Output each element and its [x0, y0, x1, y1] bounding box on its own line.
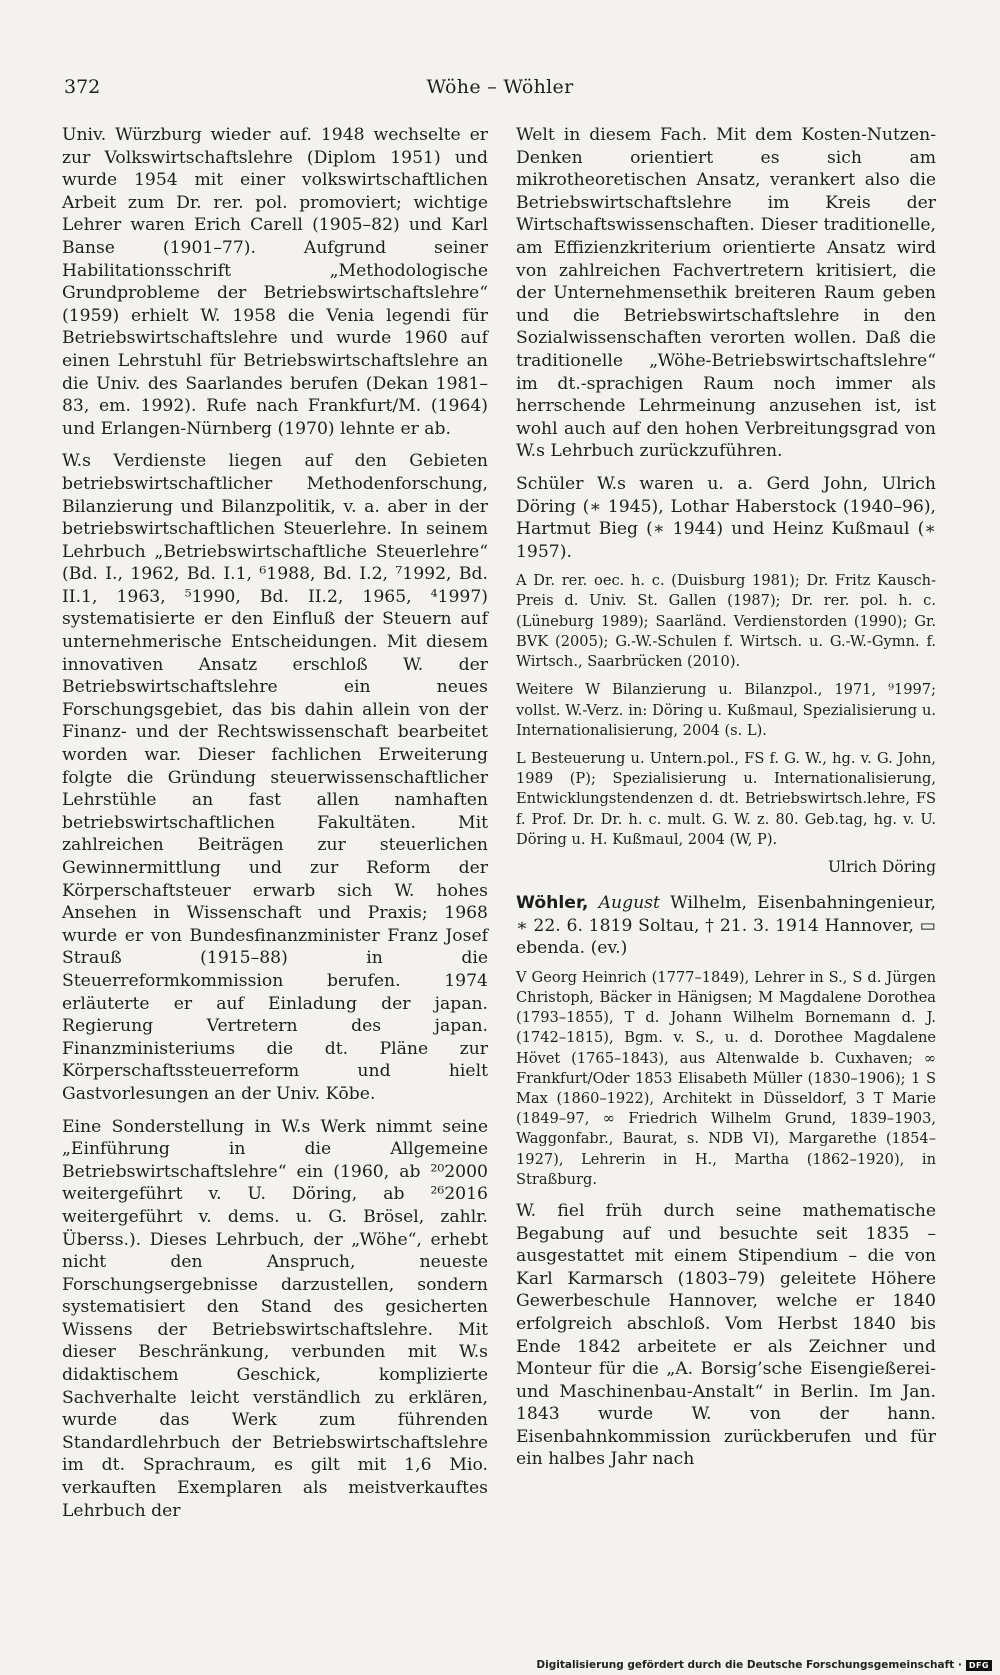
dfg-logo: DFG — [966, 1660, 992, 1671]
page-header — [0, 76, 1000, 104]
right-column — [516, 124, 936, 1471]
running-head: Wöhe – Wöhler — [426, 76, 574, 98]
footer-text: Digitalisierung gefördert durch die Deutsche Forschungsgemeinschaft · — [536, 1659, 962, 1671]
entry-details: Wilhelm, Eisenbahningenieur, ∗ 22. 6. 1819 Soltau, † 21. 3. 1914 Hannover, ▭ ebenda. (ev.) — [516, 892, 936, 959]
paragraph: W. fiel früh durch seine mathematische Begabung auf und besuchte seit 1835 – ausgestattet mit einem Stipendium – die von Karl Karmarsch (1803–79) geleitete Höhere Gewerbeschule Hannover, welche er 1840 erfolgreich abschloß. Vom Herbst 1840 bis Ende 1842 arbeitete er als Zeichner und Monteur für die „A. Borsig’sche Eisengießerei- und Maschinenbau-Anstalt“ in Berlin. Im Jan. 1843 wurde W. von der hann. Eisenbahnkommission zurückberufen und für ein halbes Jahr nach — [516, 1200, 936, 1470]
paragraph: Schüler W.s waren u. a. Gerd John, Ulrich Döring (∗ 1945), Lothar Haberstock (1940–96), Hartmut Bieg (∗ 1944) und Heinz Kußmaul (∗ 1957). — [516, 473, 936, 562]
literature-section: L Besteuerung u. Untern.pol., FS f. G. W., hg. v. G. John, 1989 (P); Spezialisierung u. Internationalisierung, Entwicklungstendenzen d. dt. Betriebswirtsch.lehre, FS f. Prof. Dr. Dr. h. c. mult. G. W. z. 80. Geb.tag, hg. v. U. Döring u. H. Kußmaul, 2004 (W, P). — [516, 749, 936, 848]
paragraph: W.s Verdienste liegen auf den Gebieten betriebswirtschaftlicher Methodenforschung, Bilanzierung und Bilanzpolitik, v. a. aber in der betriebswirtschaftlichen Steuerlehre. In seinem Lehrbuch „Betriebswirtschaftliche Steuerlehre“ (Bd. I., 1962, Bd. I.1, ⁶1988, Bd. I.2, ⁷1992, Bd. II.1, 1963, ⁵1990, Bd. II.2, 1965, ⁴1997) systematisierte er den Einfluß der Steuern auf unternehmerische Entscheidungen. Mit diesem innovativen Ansatz erschloß W. der Betriebswirtschaftslehre ein neues Forschungsgebiet, das bis dahin allein von der Finanz- und der Rechtswissenschaft bearbeitet worden war. Dieser fachlichen Erweiterung folgte die Gründung steuerwissenschaftlicher Lehrstühle an fast allen namhaften betriebswirtschaftlichen Fakultäten. Mit zahlreichen Beiträgen zur steuerlichen Gewinnermittlung und zur Reform der Körperschaftsteuer erwarb sich W. hohes Ansehen in Wissenschaft und Praxis; 1968 wurde er von Bundesfinanzminister Franz Josef Strauß (1915–88) in die Steuerreformkommission berufen. 1974 erläuterte er auf Einladung der japan. Regierung Vertretern des japan. Finanzministeriums die dt. Pläne zur Körperschaftssteuerreform und hielt Gastvorlesungen an der Univ. Kōbe. — [62, 451, 488, 1104]
page-number: 372 — [64, 76, 101, 98]
paragraph: Eine Sonderstellung in W.s Werk nimmt seine „Einführung in die Allgemeine Betriebswirtschaftslehre“ ein (1960, ab ²⁰2000 weitergeführt v. U. Döring, ab ²⁶2016 weitergeführt v. dems. u. G. Brösel, zahlr. Überss.). Dieses Lehrbuch, der „Wöhe“, erhebt nicht den Anspruch, neueste Forschungsergebnisse darzustellen, sondern systematisiert den Stand des gesicherten Wissens der Betriebswirtschaftslehre. Mit dieser Beschränkung, verbunden mit W.s didaktischem Geschick, komplizierte Sachverhalte leicht verständlich zu erklären, wurde das Werk zum führenden Standardlehrbuch der Betriebswirtschaftslehre im dt. Sprachraum, es gilt mit 1,6 Mio. verkauften Exemplaren als meistverkauftes Lehrbuch der — [62, 1116, 488, 1521]
entry-forename: August — [598, 892, 660, 913]
entry-heading — [516, 892, 936, 960]
works-section: Weitere W Bilanzierung u. Bilanzpol., 1971, ⁹1997; vollst. W.-Verz. in: Döring u. Kußmaul, Spezialisierung u. Internationalisierung, 2004 (s. L). — [516, 681, 936, 739]
awards-section: A Dr. rer. oec. h. c. (Duisburg 1981); Dr. Fritz Kausch-Preis d. Univ. St. Gallen (1987); Dr. rer. pol. h. c. (Lüneburg 1989); Saarländ. Verdienstorden (1990); Gr. BVK (2005); G.-W.-Schulen f. Wirtsch. u. G.-W.-Gymn. f. Wirtsch., Saarbrücken (2010). — [516, 572, 936, 671]
genealogy-section: V Georg Heinrich (1777–1849), Lehrer in S., S d. Jürgen Christoph, Bäcker in Hänigsen; M Magdalene Dorothea (1793–1855), T d. Johann Wilhelm Bornemann d. J. (1742–1815), Bgm. v. S., u. d. Dorothee Magdalene Hövet (1765–1843), aus Altenwalde b. Cuxhaven; ∞ Frankfurt/Oder 1853 Elisabeth Müller (1830–1906); 1 S Max (1860–1922), Architekt in Düsseldorf, 3 T Marie (1849–97, ∞ Friedrich Wilhelm Grund, 1839–1903, Waggonfabr., Baurat, s. NDB VI), Margarethe (1854–1927), Lehrerin in H., Martha (1862–1920), in Straßburg. — [516, 968, 936, 1188]
author-signature: Ulrich Döring — [827, 857, 936, 876]
entry-name: Wöhler, — [516, 892, 589, 913]
left-column — [62, 124, 488, 1522]
paragraph: Univ. Würzburg wieder auf. 1948 wechselte er zur Volkswirtschaftslehre (Diplom 1951) und wurde 1954 mit einer volkswirtschaftlichen Arbeit zum Dr. rer. pol. promoviert; wichtige Lehrer waren Erich Carell (1905–82) und Karl Banse (1901–77). Aufgrund seiner Habilitationsschrift „Methodologische Grundprobleme der Betriebswirtschaftslehre“ (1959) erhielt W. 1958 die Venia legendi für Betriebswirtschaftslehre und wurde 1960 auf einen Lehrstuhl für Betriebswirtschaftslehre an die Univ. des Saarlandes berufen (Dekan 1981–83, em. 1992). Rufe nach Frankfurt/M. (1964) und Erlangen-Nürnberg (1970) lehnte er ab. — [62, 125, 488, 439]
digitization-footer — [536, 1659, 992, 1671]
paragraph: Welt in diesem Fach. Mit dem Kosten-Nutzen-Denken orientiert es sich am mikrotheoretischen Ansatz, verankert also die Betriebswirtschaftslehre im Kreis der Wirtschaftswissenschaften. Dieser traditionelle, am Effizienzkriterium orientierte Ansatz wird von zahlreichen Fachvertretern kritisiert, die der Unternehmensethik breiteren Raum geben und die Betriebswirtschaftslehre in den Sozialwissenschaften verorten wollen. Daß die traditionelle „Wöhe-Betriebswirtschaftslehre“ im dt.-sprachigen Raum noch immer als herrschende Lehrmeinung anzusehen ist, ist wohl auch auf den hohen Verbreitungsgrad von W.s Lehrbuch zurückzuführen. — [516, 125, 936, 462]
